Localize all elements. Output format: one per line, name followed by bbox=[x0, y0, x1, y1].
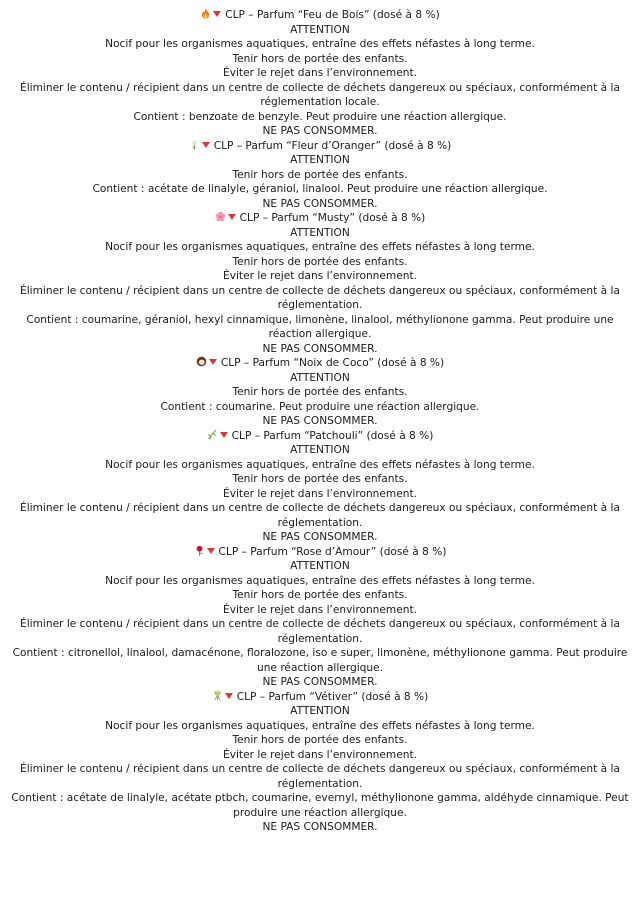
section-title bbox=[6, 139, 634, 154]
section-noix-de-coco bbox=[6, 356, 634, 429]
flower-bud-icon bbox=[189, 139, 200, 150]
section-title-text: CLP – Parfum “Fleur d’Oranger” (dosé à 8 %) bbox=[213, 139, 452, 152]
section-line: ATTENTION bbox=[290, 560, 350, 572]
section-line: Tenir hors de portée des enfants. bbox=[232, 473, 408, 485]
section-title-text: CLP – Parfum “Vétiver” (dosé à 8 %) bbox=[236, 690, 429, 703]
red-triangle-icon bbox=[213, 11, 221, 17]
section-line: Éviter le rejet dans l’environnement. bbox=[223, 487, 417, 500]
section-fleur-d-oranger bbox=[6, 139, 634, 212]
rose-icon bbox=[194, 545, 205, 556]
section-title-text: CLP – Parfum “Musty” (dosé à 8 %) bbox=[239, 212, 426, 224]
red-triangle-icon bbox=[207, 548, 215, 554]
section-line: Éviter le rejet dans l’environnement. bbox=[223, 67, 417, 79]
section-line: Tenir hors de portée des enfants. bbox=[232, 168, 408, 181]
section-line: Tenir hors de portée des enfants. bbox=[232, 52, 408, 65]
section-line: Éliminer le contenu / récipient dans un centre de collecte de déchets dangereux ou spéciaux, conformément à la réglementation. bbox=[20, 284, 620, 311]
coconut-icon bbox=[196, 356, 207, 367]
section-patchouli bbox=[6, 429, 634, 545]
red-triangle-icon bbox=[209, 359, 217, 365]
section-line: Éliminer le contenu / récipient dans un centre de collecte de déchets dangereux ou spéciaux, conformément à la réglementation locale. bbox=[20, 81, 620, 108]
section-line: Contient : acétate de linalyle, géraniol, linalool. Peut produire une réaction allergique. bbox=[92, 183, 548, 195]
red-triangle-icon bbox=[228, 214, 236, 220]
section-line: Tenir hors de portée des enfants. bbox=[232, 255, 408, 268]
section-line: Éliminer le contenu / récipient dans un centre de collecte de déchets dangereux ou spéciaux, conformément à la réglementation. bbox=[20, 502, 620, 529]
section-line: ATTENTION bbox=[290, 23, 350, 36]
section-line: NE PAS CONSOMMER. bbox=[262, 125, 378, 137]
section-line: Éliminer le contenu / récipient dans un centre de collecte de déchets dangereux ou spéciaux, conformément à la réglementation. bbox=[20, 618, 620, 645]
section-line: Tenir hors de portée des enfants. bbox=[232, 589, 408, 601]
section-title bbox=[6, 690, 634, 705]
section-line: Tenir hors de portée des enfants. bbox=[232, 734, 408, 746]
section-title-text: CLP – Parfum “Noix de Coco” (dosé à 8 %) bbox=[220, 357, 445, 369]
section-title-text: CLP – Parfum “Patchouli” (dosé à 8 %) bbox=[231, 429, 434, 442]
section-musty bbox=[6, 211, 634, 356]
section-line: NE PAS CONSOMMER. bbox=[262, 676, 378, 688]
section-title-text: CLP – Parfum “Feu de Bois” (dosé à 8 %) bbox=[225, 9, 440, 21]
section-line: NE PAS CONSOMMER. bbox=[262, 197, 378, 210]
section-line: Nocif pour les organismes aquatiques, entraîne des effets néfastes à long terme. bbox=[105, 38, 535, 50]
section-line: ATTENTION bbox=[290, 444, 350, 456]
section-vetiver bbox=[6, 690, 634, 835]
section-line: ATTENTION bbox=[290, 705, 350, 717]
red-triangle-icon bbox=[202, 142, 210, 148]
section-line: Contient : benzoate de benzyle. Peut produire une réaction allergique. bbox=[133, 110, 507, 123]
section-line: ATTENTION bbox=[290, 226, 350, 239]
red-triangle-icon bbox=[220, 432, 228, 438]
section-line: NE PAS CONSOMMER. bbox=[262, 342, 378, 355]
section-line: NE PAS CONSOMMER. bbox=[262, 821, 378, 833]
section-title-text: CLP – Parfum “Rose d’Amour” (dosé à 8 %) bbox=[218, 545, 447, 558]
section-title bbox=[6, 8, 634, 23]
section-line: Nocif pour les organismes aquatiques, entraîne des effets néfastes à long terme. bbox=[105, 574, 535, 587]
section-line: Éviter le rejet dans l’environnement. bbox=[223, 270, 417, 282]
blossom-icon bbox=[215, 211, 226, 222]
sheaf-icon bbox=[212, 690, 223, 701]
section-title bbox=[6, 545, 634, 560]
section-line: Nocif pour les organismes aquatiques, entraîne des effets néfastes à long terme. bbox=[105, 458, 535, 471]
section-line: Contient : citronellol, linalool, damacénone, floralozone, iso e super, limonène, méthylionone gamma. Peut produire une réaction allergique. bbox=[12, 647, 628, 674]
section-line: Éliminer le contenu / récipient dans un centre de collecte de déchets dangereux ou spéciaux, conformément à la réglementation. bbox=[20, 763, 620, 790]
section-line: Tenir hors de portée des enfants. bbox=[232, 386, 408, 398]
section-line: ATTENTION bbox=[290, 371, 350, 384]
section-line: NE PAS CONSOMMER. bbox=[262, 415, 378, 427]
section-line: Contient : acétate de linalyle, acétate ptbch, coumarine, evernyl, méthylionone gamma, aldéhyde cinnamique. Peut produire une réaction allergique. bbox=[11, 792, 629, 819]
section-line: Nocif pour les organismes aquatiques, entraîne des effets néfastes à long terme. bbox=[105, 719, 535, 732]
section-line: Éviter le rejet dans l’environnement. bbox=[223, 603, 417, 616]
section-line: Éviter le rejet dans l’environnement. bbox=[223, 748, 417, 761]
red-triangle-icon bbox=[225, 693, 233, 699]
section-line: Contient : coumarine. Peut produire une réaction allergique. bbox=[160, 400, 480, 413]
fire-icon bbox=[200, 8, 211, 19]
section-line: Contient : coumarine, géraniol, hexyl cinnamique, limonène, linalool, méthylionone gamma. Peut produire une réaction allergique. bbox=[26, 313, 614, 340]
herb-icon bbox=[207, 429, 218, 440]
section-line: Nocif pour les organismes aquatiques, entraîne des effets néfastes à long terme. bbox=[105, 241, 535, 253]
section-title bbox=[6, 356, 634, 371]
section-line: NE PAS CONSOMMER. bbox=[262, 531, 378, 543]
section-title bbox=[6, 429, 634, 444]
section-title bbox=[6, 211, 634, 226]
section-feu-de-bois bbox=[6, 8, 634, 139]
section-line: ATTENTION bbox=[290, 154, 350, 166]
section-rose-d-amour bbox=[6, 545, 634, 690]
